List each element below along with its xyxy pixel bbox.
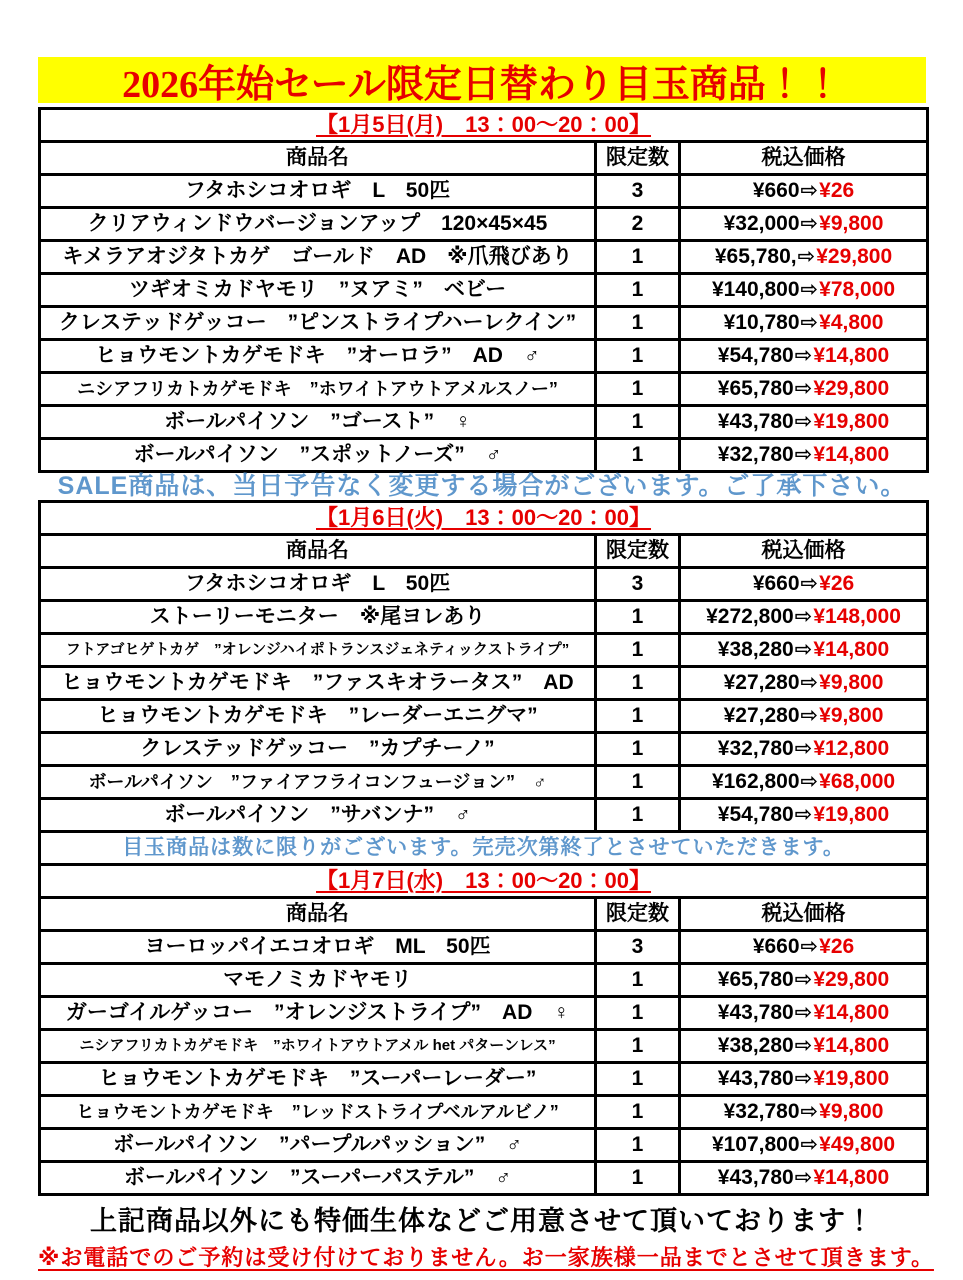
price-cell	[680, 175, 928, 208]
arrow-icon: ⇨	[800, 703, 819, 727]
arrow-icon: ⇨	[800, 670, 819, 694]
price-original: ¥32,780	[723, 1099, 800, 1123]
limit-qty: 1	[596, 1096, 680, 1129]
limit-qty: 1	[596, 1162, 680, 1195]
limit-qty: 1	[596, 307, 680, 340]
price-original: ¥32,000	[723, 211, 800, 235]
arrow-icon: ⇨	[800, 769, 819, 793]
price-original: ¥10,780	[723, 310, 800, 334]
product-name: フタホシコオロギ L 50匹	[40, 568, 596, 601]
price-cell	[680, 439, 928, 472]
limit-qty: 3	[596, 175, 680, 208]
price-original: ¥27,280	[723, 703, 800, 727]
table-row	[40, 601, 928, 634]
price-cell	[680, 700, 928, 733]
arrow-icon: ⇨	[800, 571, 819, 595]
arrow-icon: ⇨	[794, 736, 813, 760]
product-name: ニシアフリカトカゲモドキ ”ホワイトアウトアメルスノー”	[40, 373, 596, 406]
table-row	[40, 241, 928, 274]
price-original: ¥162,800	[711, 769, 800, 793]
arrow-icon: ⇨	[794, 1000, 813, 1024]
table-row	[40, 175, 928, 208]
price-original: ¥54,780	[717, 343, 794, 367]
column-header-qty: 限定数	[596, 898, 680, 931]
price-sale: ¥68,000	[819, 769, 896, 793]
price-sale: ¥29,800	[813, 967, 890, 991]
product-name: フトアゴヒゲトカゲ ”オレンジハイポトランスジェネティックストライプ”	[40, 634, 596, 667]
limit-qty: 1	[596, 1129, 680, 1162]
product-name: ボールパイソン ”パープルパッション” ♂	[40, 1129, 596, 1162]
price-sale: ¥12,800	[813, 736, 890, 760]
product-name: ガーゴイルゲッコー ”オレンジストライプ” AD ♀	[40, 997, 596, 1030]
price-sale: ¥9,800	[819, 211, 884, 235]
product-name: ボールパイソン ”ゴースト” ♀	[40, 406, 596, 439]
price-cell	[680, 1030, 928, 1063]
sale-change-note: SALE商品は、当日予告なく変更する場合がございます。ご了承下さい。	[57, 472, 907, 500]
price-sale: ¥14,800	[813, 343, 890, 367]
price-sale: ¥19,800	[813, 802, 890, 826]
limit-qty: 1	[596, 601, 680, 634]
price-original: ¥27,280	[723, 670, 800, 694]
product-name: フタホシコオロギ L 50匹	[40, 175, 596, 208]
table-row	[40, 406, 928, 439]
price-sale: ¥9,800	[819, 703, 884, 727]
table-row	[40, 439, 928, 472]
limit-qty: 1	[596, 439, 680, 472]
table-row	[40, 799, 928, 832]
footer-warning: ※お電話でのご予約は受け付けておりません。お一家族様一品までとさせて頂きます。	[38, 1245, 934, 1270]
product-name: ボールパイソン ”スーパーパステル” ♂	[40, 1162, 596, 1195]
price-sale: ¥26	[819, 178, 855, 202]
price-cell	[680, 733, 928, 766]
arrow-icon: ⇨	[800, 211, 819, 235]
arrow-icon: ⇨	[794, 1165, 813, 1189]
price-original: ¥660	[752, 934, 800, 958]
price-original: ¥65,780	[717, 376, 794, 400]
limit-qty: 1	[596, 766, 680, 799]
arrow-icon: ⇨	[794, 1033, 813, 1057]
column-header-name: 商品名	[40, 142, 596, 175]
price-original: ¥32,780	[717, 442, 794, 466]
limit-qty: 1	[596, 799, 680, 832]
arrow-icon: ⇨	[800, 310, 819, 334]
price-sale: ¥14,800	[813, 1000, 890, 1024]
sale-table-jan6	[38, 500, 929, 866]
price-original: ¥43,780	[717, 409, 794, 433]
price-sale: ¥26	[819, 571, 855, 595]
limit-qty: 1	[596, 241, 680, 274]
product-name: ヒョウモントカゲモドキ ”レッドストライプベルアルビノ”	[40, 1096, 596, 1129]
product-name: ヒョウモントカゲモドキ ”スーパーレーダー”	[40, 1063, 596, 1096]
limit-qty: 1	[596, 274, 680, 307]
table-row	[40, 274, 928, 307]
column-header-qty: 限定数	[596, 142, 680, 175]
table-row	[40, 931, 928, 964]
price-cell	[680, 373, 928, 406]
price-original: ¥140,800	[711, 277, 800, 301]
price-original: ¥65,780,	[714, 244, 797, 268]
date-cell	[40, 502, 928, 535]
header-row	[40, 142, 928, 175]
product-name: クレステッドゲッコー ”カプチーノ”	[40, 733, 596, 766]
price-sale: ¥29,800	[816, 244, 893, 268]
price-cell	[680, 307, 928, 340]
price-original: ¥272,800	[706, 604, 794, 628]
price-original: ¥43,780	[717, 1000, 794, 1024]
table-row	[40, 208, 928, 241]
price-sale: ¥49,800	[819, 1132, 896, 1156]
table-row	[40, 373, 928, 406]
table-row	[40, 307, 928, 340]
limit-qty: 1	[596, 733, 680, 766]
price-original: ¥107,800	[711, 1132, 800, 1156]
price-sale: ¥78,000	[819, 277, 896, 301]
date-row	[40, 502, 928, 535]
date-label: 【1月7日(水) 13：00～20：00】	[316, 867, 652, 893]
limit-qty: 1	[596, 667, 680, 700]
product-name: ボールパイソン ”サバンナ” ♂	[40, 799, 596, 832]
product-name: ボールパイソン ”スポットノーズ” ♂	[40, 439, 596, 472]
product-name: ニシアフリカトカゲモドキ ”ホワイトアウトアメル het パターンレス”	[40, 1030, 596, 1063]
header-row	[40, 898, 928, 931]
title-banner	[38, 57, 926, 103]
limit-qty: 1	[596, 700, 680, 733]
header-row	[40, 535, 928, 568]
price-cell	[680, 997, 928, 1030]
limited-stock-note: 目玉商品は数に限りがございます。完売次第終了とさせていただきます。	[40, 832, 928, 865]
price-original: ¥65,780	[717, 967, 794, 991]
price-cell	[680, 406, 928, 439]
price-original: ¥43,780	[717, 1165, 794, 1189]
sale-table-jan7	[38, 863, 929, 1196]
column-header-name: 商品名	[40, 535, 596, 568]
column-header-qty: 限定数	[596, 535, 680, 568]
price-cell	[680, 568, 928, 601]
product-name: クリアウィンドウバージョンアップ 120×45×45	[40, 208, 596, 241]
limit-qty: 1	[596, 964, 680, 997]
limit-qty: 1	[596, 373, 680, 406]
date-row	[40, 865, 928, 898]
arrow-icon: ⇨	[794, 442, 813, 466]
limit-qty: 1	[596, 1030, 680, 1063]
footer-note: 上記商品以外にも特価生体などご用意させて頂いております！	[90, 1206, 874, 1236]
table-row	[40, 964, 928, 997]
page-title: 2026年始セール限定日替わり目玉商品！！	[122, 63, 842, 103]
arrow-icon: ⇨	[800, 178, 819, 202]
product-name: クレステッドゲッコー ”ピンストライプハーレクイン”	[40, 307, 596, 340]
product-name: ヒョウモントカゲモドキ ”オーロラ” AD ♂	[40, 340, 596, 373]
table-row	[40, 997, 928, 1030]
arrow-icon: ⇨	[800, 1132, 819, 1156]
table-row	[40, 1129, 928, 1162]
price-cell	[680, 634, 928, 667]
note-row	[40, 832, 928, 865]
table-row	[40, 733, 928, 766]
table-row	[40, 634, 928, 667]
column-header-name: 商品名	[40, 898, 596, 931]
product-name: ツギオミカドヤモリ ”ヌアミ” ベビー	[40, 274, 596, 307]
limit-qty: 1	[596, 997, 680, 1030]
product-name: ボールパイソン ”ファイアフライコンフュージョン” ♂	[40, 766, 596, 799]
column-header-price: 税込価格	[680, 142, 928, 175]
price-original: ¥43,780	[717, 1066, 794, 1090]
price-original: ¥54,780	[717, 802, 794, 826]
arrow-icon: ⇨	[794, 967, 813, 991]
price-original: ¥660	[752, 178, 800, 202]
table-row	[40, 667, 928, 700]
arrow-icon: ⇨	[800, 934, 819, 958]
date-label: 【1月5日(月) 13：00～20：00】	[316, 111, 652, 137]
price-sale: ¥14,800	[813, 1033, 890, 1057]
price-cell	[680, 667, 928, 700]
arrow-icon: ⇨	[794, 376, 813, 400]
arrow-icon: ⇨	[797, 244, 816, 268]
arrow-icon: ⇨	[794, 604, 813, 628]
price-original: ¥38,280	[717, 637, 794, 661]
limit-qty: 1	[596, 634, 680, 667]
price-sale: ¥19,800	[813, 409, 890, 433]
price-cell	[680, 274, 928, 307]
table-row	[40, 1096, 928, 1129]
sale-table-jan5	[38, 107, 929, 473]
price-original: ¥38,280	[717, 1033, 794, 1057]
product-name: キメラアオジタトカゲ ゴールド AD ※爪飛びあり	[40, 241, 596, 274]
price-cell	[680, 1162, 928, 1195]
arrow-icon: ⇨	[800, 1099, 819, 1123]
arrow-icon: ⇨	[794, 343, 813, 367]
table-row	[40, 568, 928, 601]
arrow-icon: ⇨	[794, 802, 813, 826]
price-sale: ¥9,800	[819, 1099, 884, 1123]
price-sale: ¥4,800	[819, 310, 884, 334]
date-cell	[40, 109, 928, 142]
price-cell	[680, 766, 928, 799]
arrow-icon: ⇨	[794, 637, 813, 661]
product-name: ストーリーモニター ※尾ヨレあり	[40, 601, 596, 634]
price-sale: ¥14,800	[813, 442, 890, 466]
price-cell	[680, 931, 928, 964]
price-sale: ¥14,800	[813, 637, 890, 661]
date-row	[40, 109, 928, 142]
price-cell	[680, 241, 928, 274]
table-row	[40, 700, 928, 733]
price-cell	[680, 1129, 928, 1162]
limit-qty: 1	[596, 406, 680, 439]
price-original: ¥32,780	[717, 736, 794, 760]
limit-qty: 3	[596, 931, 680, 964]
arrow-icon: ⇨	[800, 277, 819, 301]
table-row	[40, 1030, 928, 1063]
price-sale: ¥148,000	[813, 604, 901, 628]
price-sale: ¥9,800	[819, 670, 884, 694]
limit-qty: 3	[596, 568, 680, 601]
table-row	[40, 1063, 928, 1096]
limit-qty: 2	[596, 208, 680, 241]
price-original: ¥660	[752, 571, 800, 595]
date-cell	[40, 865, 928, 898]
price-cell	[680, 1096, 928, 1129]
arrow-icon: ⇨	[794, 1066, 813, 1090]
column-header-price: 税込価格	[680, 535, 928, 568]
price-cell	[680, 340, 928, 373]
table-row	[40, 1162, 928, 1195]
product-name: ヒョウモントカゲモドキ ”レーダーエニグマ”	[40, 700, 596, 733]
limit-qty: 1	[596, 1063, 680, 1096]
table-row	[40, 340, 928, 373]
table-row	[40, 766, 928, 799]
arrow-icon: ⇨	[794, 409, 813, 433]
column-header-price: 税込価格	[680, 898, 928, 931]
product-name: ヒョウモントカゲモドキ ”ファスキオラータス” AD	[40, 667, 596, 700]
price-cell	[680, 1063, 928, 1096]
price-cell	[680, 964, 928, 997]
date-label: 【1月6日(火) 13：00～20：00】	[316, 504, 652, 530]
price-sale: ¥14,800	[813, 1165, 890, 1189]
price-sale: ¥29,800	[813, 376, 890, 400]
price-cell	[680, 799, 928, 832]
price-sale: ¥26	[819, 934, 855, 958]
price-sale: ¥19,800	[813, 1066, 890, 1090]
price-cell	[680, 208, 928, 241]
product-name: マモノミカドヤモリ	[40, 964, 596, 997]
product-name: ヨーロッパイエコオロギ ML 50匹	[40, 931, 596, 964]
limit-qty: 1	[596, 340, 680, 373]
price-cell	[680, 601, 928, 634]
